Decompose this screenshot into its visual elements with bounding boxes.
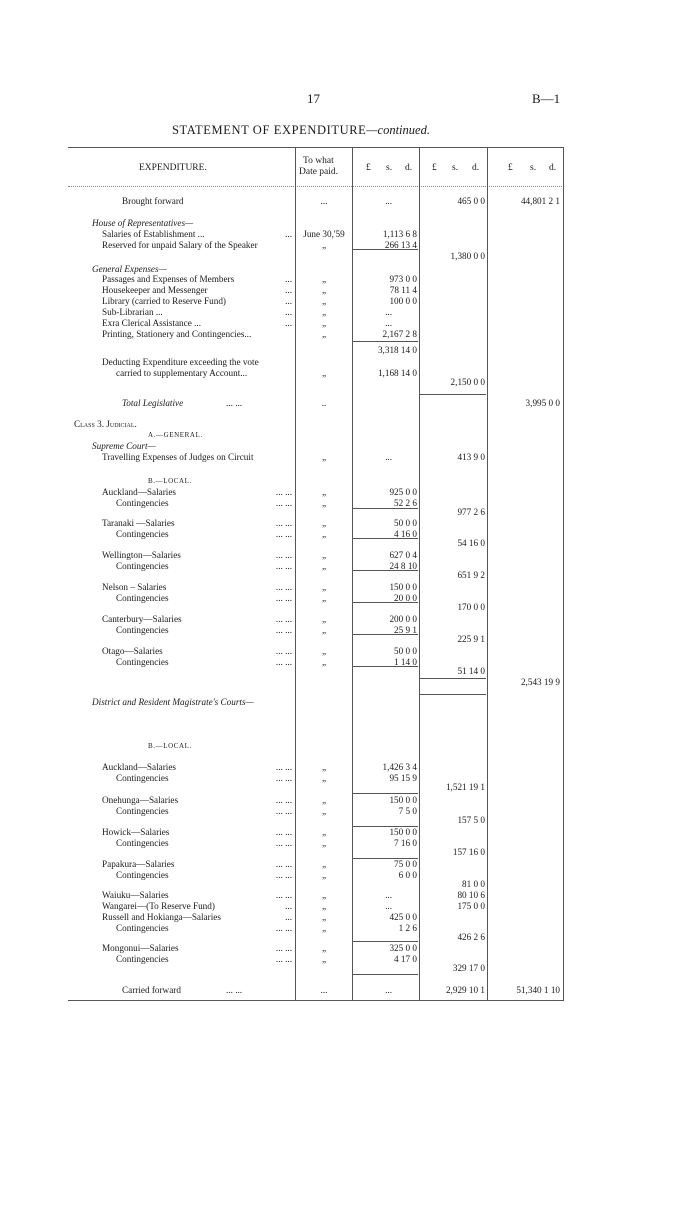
row-label: carried to supplementary Account... <box>116 368 248 378</box>
row-leader-dots: ... ... <box>275 498 292 508</box>
row-label: General Expenses— <box>92 264 167 274</box>
row-amount-c1: 150 0 0 <box>389 827 417 837</box>
sum-rule <box>353 793 418 794</box>
row-date-paid: „ <box>321 582 327 592</box>
row-label: Contingencies <box>116 625 169 635</box>
row-amount-c3: 3,995 0 0 <box>525 398 560 408</box>
row-label: Contingencies <box>116 806 169 816</box>
row-date-paid: „ <box>321 296 327 306</box>
row-amount-c2: 157 16 0 <box>452 847 485 857</box>
row-label: Housekeeper and Messenger <box>102 285 208 295</box>
row-label: Nelson – Salaries <box>102 582 167 592</box>
row-label: Waiuku—Salaries <box>102 890 169 900</box>
row-label: Brought forward <box>122 196 184 206</box>
sum-rule <box>353 538 418 539</box>
column-header-c2-shillings: s. <box>452 163 459 173</box>
page-code: B—1 <box>532 91 561 106</box>
row-date-paid: „ <box>321 923 327 933</box>
row-amount-c1: 4 17 0 <box>394 954 417 964</box>
row-leader-dots: ... ... <box>275 614 292 624</box>
page-number: 17 <box>307 91 320 106</box>
row-date-paid: ... <box>320 196 328 206</box>
row-date-paid: „ <box>321 274 327 284</box>
row-amount-c1: 78 11 4 <box>389 285 417 295</box>
row-date-paid: „ <box>321 806 327 816</box>
row-date-paid: „ <box>321 943 327 953</box>
row-leader-dots: ... <box>285 901 292 911</box>
row-leader-dots: ... ... <box>275 487 292 497</box>
row-leader-dots: ... ... <box>226 398 243 408</box>
title-suffix: —continued. <box>366 123 430 137</box>
row-label: Sub-Librarian ... <box>102 307 163 317</box>
row-label: Otago—Salaries <box>102 646 163 656</box>
row-label: Contingencies <box>116 923 169 933</box>
row-leader-dots: ... <box>285 912 292 922</box>
row-amount-c2: 54 16 0 <box>457 538 485 548</box>
row-leader-dots: ... ... <box>275 954 292 964</box>
row-amount-c1: ... <box>385 901 392 911</box>
column-header-date-line2: Date paid. <box>299 167 339 177</box>
row-amount-c2: 81 0 0 <box>462 879 485 889</box>
sum-rule <box>353 249 418 250</box>
row-date-paid: „ <box>321 795 327 805</box>
row-leader-dots: ... ... <box>275 657 292 667</box>
row-amount-c2: 2,929 10 1 <box>445 985 485 995</box>
col-divider-c2 <box>487 147 488 1000</box>
row-amount-c1: ... <box>385 318 392 328</box>
row-leader-dots: ... ... <box>275 561 292 571</box>
sum-rule <box>353 974 418 975</box>
row-leader-dots: ... ... <box>275 806 292 816</box>
row-label: Papakura—Salaries <box>102 859 175 869</box>
row-label: Travelling Expenses of Judges on Circuit <box>102 452 254 462</box>
row-label: Contingencies <box>116 838 169 848</box>
row-amount-c2: 175 0 0 <box>457 901 485 911</box>
row-date-paid: „ <box>321 890 327 900</box>
row-date-paid: „ <box>321 550 327 560</box>
row-leader-dots: ... ... <box>275 582 292 592</box>
row-label: Salaries of Establishment ... <box>102 229 205 239</box>
row-date-paid: „ <box>321 646 327 656</box>
row-label: Onehunga—Salaries <box>102 795 179 805</box>
row-label: House of Representatives— <box>92 218 194 228</box>
row-amount-c1: 25 9 1 <box>394 625 417 635</box>
row-label: Contingencies <box>116 561 169 571</box>
row-amount-c2: 225 9 1 <box>457 634 485 644</box>
row-amount-c3: 2,543 19 9 <box>520 677 560 687</box>
row-label: Class 3. Judicial. <box>74 419 137 429</box>
row-date-paid: „ <box>321 762 327 772</box>
row-label: Reserved for unpaid Salary of the Speaker <box>102 240 258 250</box>
row-leader-dots: ... ... <box>275 646 292 656</box>
row-amount-c1: 425 0 0 <box>389 912 417 922</box>
sum-rule <box>353 666 418 667</box>
row-leader-dots: ... ... <box>275 593 292 603</box>
row-label: Exra Clerical Assistance ... <box>102 318 201 328</box>
row-leader-dots: ... ... <box>275 943 292 953</box>
column-header-c1-pounds: £ <box>366 163 371 173</box>
row-label: Russell and Hokianga—Salaries <box>102 912 221 922</box>
table-top-rule <box>68 147 564 148</box>
sum-rule <box>353 570 418 571</box>
row-leader-dots: ... ... <box>275 625 292 635</box>
row-label: Wellington—Salaries <box>102 550 181 560</box>
sum-rule <box>353 826 418 827</box>
row-date-paid: „ <box>321 657 327 667</box>
row-leader-dots: ... <box>285 307 292 317</box>
row-amount-c1: 20 0 0 <box>394 593 417 603</box>
col-divider-date <box>352 147 353 1000</box>
column-header-c3-shillings: s. <box>530 163 537 173</box>
col-divider-c1 <box>419 147 420 1000</box>
row-amount-c2: 426 2 6 <box>457 932 485 942</box>
sum-rule <box>420 678 486 679</box>
row-date-paid: „ <box>321 487 327 497</box>
row-date-paid: „ <box>321 912 327 922</box>
row-amount-c2: 465 0 0 <box>457 196 485 206</box>
column-header-expenditure: EXPENDITURE. <box>139 163 207 173</box>
row-amount-c1: ... <box>385 307 392 317</box>
column-header-c2-pence: d. <box>472 163 480 173</box>
row-amount-c1: ... <box>385 452 392 462</box>
row-amount-c1: 50 0 0 <box>394 646 417 656</box>
row-label: Taranaki —Salaries <box>102 518 175 528</box>
row-date-paid: „ <box>321 529 327 539</box>
row-date-paid: „ <box>321 285 327 295</box>
sum-rule <box>353 602 418 603</box>
row-label: Supreme Court— <box>92 441 156 451</box>
sum-rule <box>353 858 418 859</box>
row-amount-c1: 7 16 0 <box>394 838 417 848</box>
row-amount-c2: 413 9 0 <box>457 452 485 462</box>
row-amount-c2: 80 10 6 <box>457 890 485 900</box>
row-label: A.—GENERAL. <box>148 431 203 439</box>
row-date-paid: „ <box>321 838 327 848</box>
row-amount-c1: 1 2 6 <box>398 923 417 933</box>
row-leader-dots: ... ... <box>275 870 292 880</box>
row-date-paid: „ <box>321 329 327 339</box>
row-leader-dots: ... ... <box>275 795 292 805</box>
row-date-paid: „ <box>321 859 327 869</box>
row-label: Wangarei—(To Reserve Fund) <box>102 901 215 911</box>
row-date-paid: „ <box>321 561 327 571</box>
column-header-date-line1: To what <box>303 156 334 166</box>
row-label: B.—LOCAL. <box>148 742 192 750</box>
row-amount-c1: 24 8 10 <box>389 561 417 571</box>
column-header-c2-pounds: £ <box>432 163 437 173</box>
row-leader-dots: ... ... <box>275 923 292 933</box>
row-label: Deducting Expenditure exceeding the vote <box>102 357 259 367</box>
row-leader-dots: ... ... <box>275 827 292 837</box>
row-amount-c1: 7 5 0 <box>398 806 417 816</box>
row-label: Contingencies <box>116 657 169 667</box>
row-amount-c2: 977 2 6 <box>457 507 485 517</box>
row-amount-c1: 266 13 4 <box>384 240 417 250</box>
row-label: Carried forward <box>122 985 181 995</box>
row-leader-dots: ... <box>285 318 292 328</box>
row-date-paid: „ <box>321 452 327 462</box>
row-amount-c2: 170 0 0 <box>457 602 485 612</box>
title-main: STATEMENT OF EXPENDITURE <box>172 123 367 137</box>
row-label: District and Resident Magistrate's Courts— <box>92 697 254 707</box>
row-amount-c1: 3,318 14 0 <box>377 345 417 355</box>
sum-rule <box>353 341 418 342</box>
row-date-paid: „ <box>321 368 327 378</box>
row-amount-c1: 627 0 4 <box>389 550 417 560</box>
row-date-paid: „ <box>321 318 327 328</box>
row-leader-dots: ... <box>285 274 292 284</box>
row-amount-c1: 200 0 0 <box>389 614 417 624</box>
row-label: Contingencies <box>116 870 169 880</box>
row-leader-dots: ... <box>285 229 292 239</box>
header-rule <box>68 186 564 187</box>
row-date-paid: „ <box>321 954 327 964</box>
row-label: Passages and Expenses of Members <box>102 274 235 284</box>
row-label: Printing, Stationery and Contingencies... <box>102 329 252 339</box>
row-date-paid: „ <box>321 593 327 603</box>
row-label: Howick—Salaries <box>102 827 170 837</box>
row-label: Library (carried to Reserve Fund) <box>102 296 226 306</box>
row-amount-c1: 325 0 0 <box>389 943 417 953</box>
statement-title <box>172 123 430 138</box>
row-date-paid: „ <box>321 827 327 837</box>
row-amount-c1: 75 0 0 <box>394 859 417 869</box>
row-amount-c2: 2,150 0 0 <box>450 377 485 387</box>
row-amount-c1: 52 2 6 <box>394 498 417 508</box>
row-amount-c1: 95 15 9 <box>389 773 417 783</box>
table-bottom-rule <box>68 1000 564 1001</box>
row-label: Contingencies <box>116 498 169 508</box>
row-date-paid: June 30,'59 <box>303 229 345 239</box>
row-date-paid: „ <box>321 518 327 528</box>
row-amount-c1: 1,113 6 8 <box>382 229 417 239</box>
row-amount-c2: 329 17 0 <box>452 963 485 973</box>
row-date-paid: „ <box>321 307 327 317</box>
row-date-paid: .. <box>321 398 327 408</box>
row-date-paid: „ <box>321 240 327 250</box>
row-leader-dots: ... ... <box>226 985 243 995</box>
row-date-paid: „ <box>321 625 327 635</box>
sum-rule <box>353 508 418 509</box>
row-leader-dots: ... ... <box>275 859 292 869</box>
row-leader-dots: ... <box>285 285 292 295</box>
sum-rule <box>420 694 486 695</box>
column-header-c3-pence: d. <box>549 163 557 173</box>
row-date-paid: „ <box>321 901 327 911</box>
row-amount-c1: 150 0 0 <box>389 795 417 805</box>
row-date-paid: „ <box>321 498 327 508</box>
row-date-paid: „ <box>321 614 327 624</box>
row-label: Canterbury—Salaries <box>102 614 182 624</box>
row-amount-c1: 2,167 2 8 <box>382 329 417 339</box>
row-leader-dots: ... ... <box>275 550 292 560</box>
row-amount-c1: 50 0 0 <box>394 518 417 528</box>
row-leader-dots: ... <box>285 296 292 306</box>
row-amount-c2: 51 14 0 <box>457 666 485 676</box>
row-amount-c1: 1 14 0 <box>394 657 417 667</box>
row-date-paid: „ <box>321 773 327 783</box>
column-header-c3-pounds: £ <box>508 163 513 173</box>
row-label: Auckland—Salaries <box>102 762 176 772</box>
sum-rule <box>353 634 418 635</box>
row-date-paid: ... <box>320 985 328 995</box>
row-amount-c1: ... <box>385 196 392 206</box>
row-label: Auckland—Salaries <box>102 487 176 497</box>
row-label: Mongonui—Salaries <box>102 943 179 953</box>
column-header-c1-shillings: s. <box>386 163 393 173</box>
row-label: B.—LOCAL. <box>148 477 192 485</box>
row-label: Contingencies <box>116 593 169 603</box>
row-amount-c2: 157 5 0 <box>457 815 485 825</box>
row-label: Contingencies <box>116 529 169 539</box>
row-amount-c1: 1,168 14 0 <box>377 368 417 378</box>
row-amount-c3: 44,801 2 1 <box>520 196 560 206</box>
row-leader-dots: ... ... <box>275 529 292 539</box>
row-amount-c1: ... <box>385 890 392 900</box>
row-leader-dots: ... ... <box>275 518 292 528</box>
row-label: Contingencies <box>116 954 169 964</box>
row-amount-c2: 1,380 0 0 <box>450 251 485 261</box>
row-leader-dots: ... ... <box>275 773 292 783</box>
row-date-paid: „ <box>321 870 327 880</box>
row-leader-dots: ... ... <box>275 838 292 848</box>
row-amount-c1: 6 0 0 <box>398 870 417 880</box>
row-amount-c2: 1,521 19 1 <box>445 782 485 792</box>
sum-rule <box>353 941 418 942</box>
row-amount-c1: 100 0 0 <box>389 296 417 306</box>
row-leader-dots: ... ... <box>275 762 292 772</box>
table-right-edge <box>563 147 564 1000</box>
row-amount-c2: 651 9 2 <box>457 570 485 580</box>
row-amount-c1: 1,426 3 4 <box>382 762 417 772</box>
row-amount-c1: 925 0 0 <box>389 487 417 497</box>
row-label: Contingencies <box>116 773 169 783</box>
row-amount-c1: ... <box>385 985 392 995</box>
row-amount-c1: 150 0 0 <box>389 582 417 592</box>
row-label: Total Legislative <box>122 398 184 408</box>
row-leader-dots: ... ... <box>275 890 292 900</box>
row-amount-c3: 51,340 1 10 <box>516 985 560 995</box>
row-amount-c1: 4 16 0 <box>394 529 417 539</box>
sum-rule <box>420 394 486 395</box>
row-amount-c1: 973 0 0 <box>389 274 417 284</box>
column-header-c1-pence: d. <box>405 163 413 173</box>
